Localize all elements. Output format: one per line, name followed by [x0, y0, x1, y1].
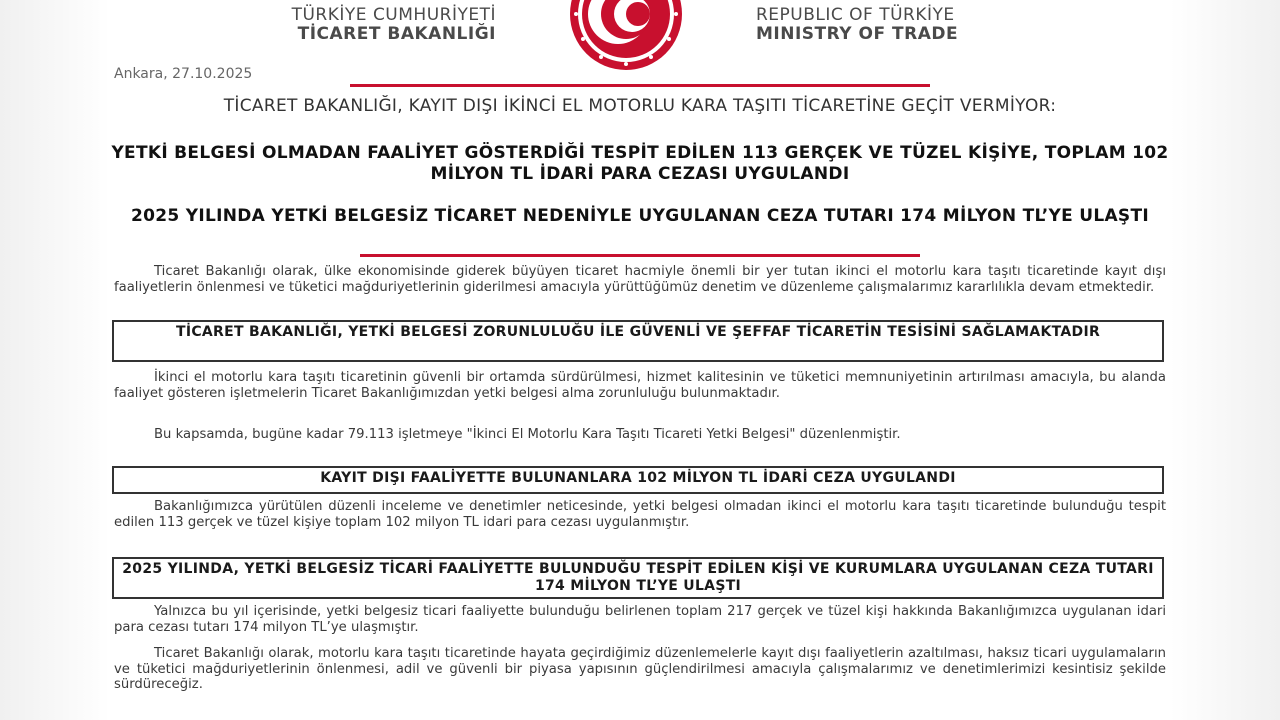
section-heading-1: TİCARET BAKANLIĞI, YETKİ BELGESİ ZORUNLULUĞU İLE GÜVENLİ VE ŞEFFAF TİCARETİN TESİSİNİ SAĞLAMAKTADIR [112, 320, 1164, 362]
section-heading-3: 2025 YILINDA, YETKİ BELGESİZ TİCARİ FAALİYETTE BULUNDUĞU TESPİT EDİLEN KİŞİ VE KURUMLARA UYGULANAN CEZA TUTARI 174 MİLYON TL’YE ULAŞTI [112, 557, 1164, 599]
ministry-seal-logo-icon [548, 0, 704, 70]
header-right-line1: REPUBLIC OF TÜRKİYE [756, 5, 955, 25]
paragraph-5: Yalnızca bu yıl içerisinde, yetki belgesiz ticari faaliyette bulunduğu belirlenen toplam 217 gerçek ve tüzel kişi hakkında Bakanlığımızca uygulanan idari para cezası tutarı 174 milyon TL’ye ulaşmıştır. [114, 604, 1166, 635]
press-release-page [110, 0, 1170, 720]
left-margin-shade [0, 0, 110, 720]
paragraph-intro: Ticaret Bakanlığı olarak, ülke ekonomisinde giderek büyüyen ticaret hacmiyle önemli bir yer tutan ikinci el motorlu kara taşıtı ticaretinde kayıt dışı faaliyetlerin önlenmesi ve tüketici mağduriyetlerinin giderilmesi amacıyla yürüttüğümüz denetim ve düzenleme çalışmalarımız kararlılıkla devam etmektedir. [114, 264, 1166, 295]
subtitle-2: 2025 YILINDA YETKİ BELGESİZ TİCARET NEDENİYLE UYGULANAN CEZA TUTARI 174 MİLYON TL’YE ULAŞTI [131, 206, 1149, 226]
header-left-line1: TÜRKİYE CUMHURİYETİ [291, 5, 496, 25]
right-margin-shade [1170, 0, 1280, 720]
release-date: Ankara, 27.10.2025 [114, 66, 253, 82]
main-title: TİCARET BAKANLIĞI, KAYIT DIŞI İKİNCİ EL MOTORLU KARA TAŞITI TİCARETİNE GEÇİT VERMİYOR: [223, 96, 1057, 116]
header-right [756, 6, 1056, 44]
header-left-line2: TİCARET BAKANLIĞI [297, 24, 496, 44]
paragraph-3: Bu kapsamda, bugüne kadar 79.113 işletmeye "İkinci El Motorlu Kara Taşıtı Ticareti Yetki Belgesi" düzenlenmiştir. [154, 427, 901, 442]
middle-red-rule [360, 254, 920, 257]
paragraph-2: İkinci el motorlu kara taşıtı ticaretinin güvenli bir ortamda sürdürülmesi, hizmet kalitesinin ve tüketici memnuniyetinin artırılması amacıyla, bu alanda faaliyet gösteren işletmelerin Ticaret Bakanlığımızdan yetki belgesi alma zorunluluğu bulunmaktadır. [114, 370, 1166, 401]
subtitle-1: YETKİ BELGESİ OLMADAN FAALİYET GÖSTERDİĞİ TESPİT EDİLEN 113 GERÇEK VE TÜZEL KİŞİYE, TOPLAM 102 MİLYON TL İDARİ PARA CEZASI UYGULANDI [111, 143, 1169, 184]
header-right-line2: MINISTRY OF TRADE [756, 24, 959, 44]
section-heading-2: KAYIT DIŞI FAALİYETTE BULUNANLARA 102 MİLYON TL İDARİ CEZA UYGULANDI [112, 466, 1164, 494]
top-red-rule [350, 84, 930, 87]
header-left [210, 6, 496, 44]
paragraph-6: Ticaret Bakanlığı olarak, motorlu kara taşıtı ticaretinde hayata geçirdiğimiz düzenlemelerle kayıt dışı faaliyetlerin azaltılması, haksız ticari uygulamaların ve tüketici mağduriyetlerinin önlenmesi, adil ve güvenli bir piyasa yapısının güçlendirilmesi amacıyla çalışmalarımız ve denetimlerimizi kesintisiz şekilde sürdüreceğiz. [114, 646, 1166, 692]
paragraph-4: Bakanlığımızca yürütülen düzenli inceleme ve denetimler neticesinde, yetki belgesi olmadan ikinci el motorlu kara taşıtı ticaretinde bulunduğu tespit edilen 113 gerçek ve tüzel kişiye toplam 102 milyon TL idari para cezası uygulanmıştır. [114, 499, 1166, 530]
